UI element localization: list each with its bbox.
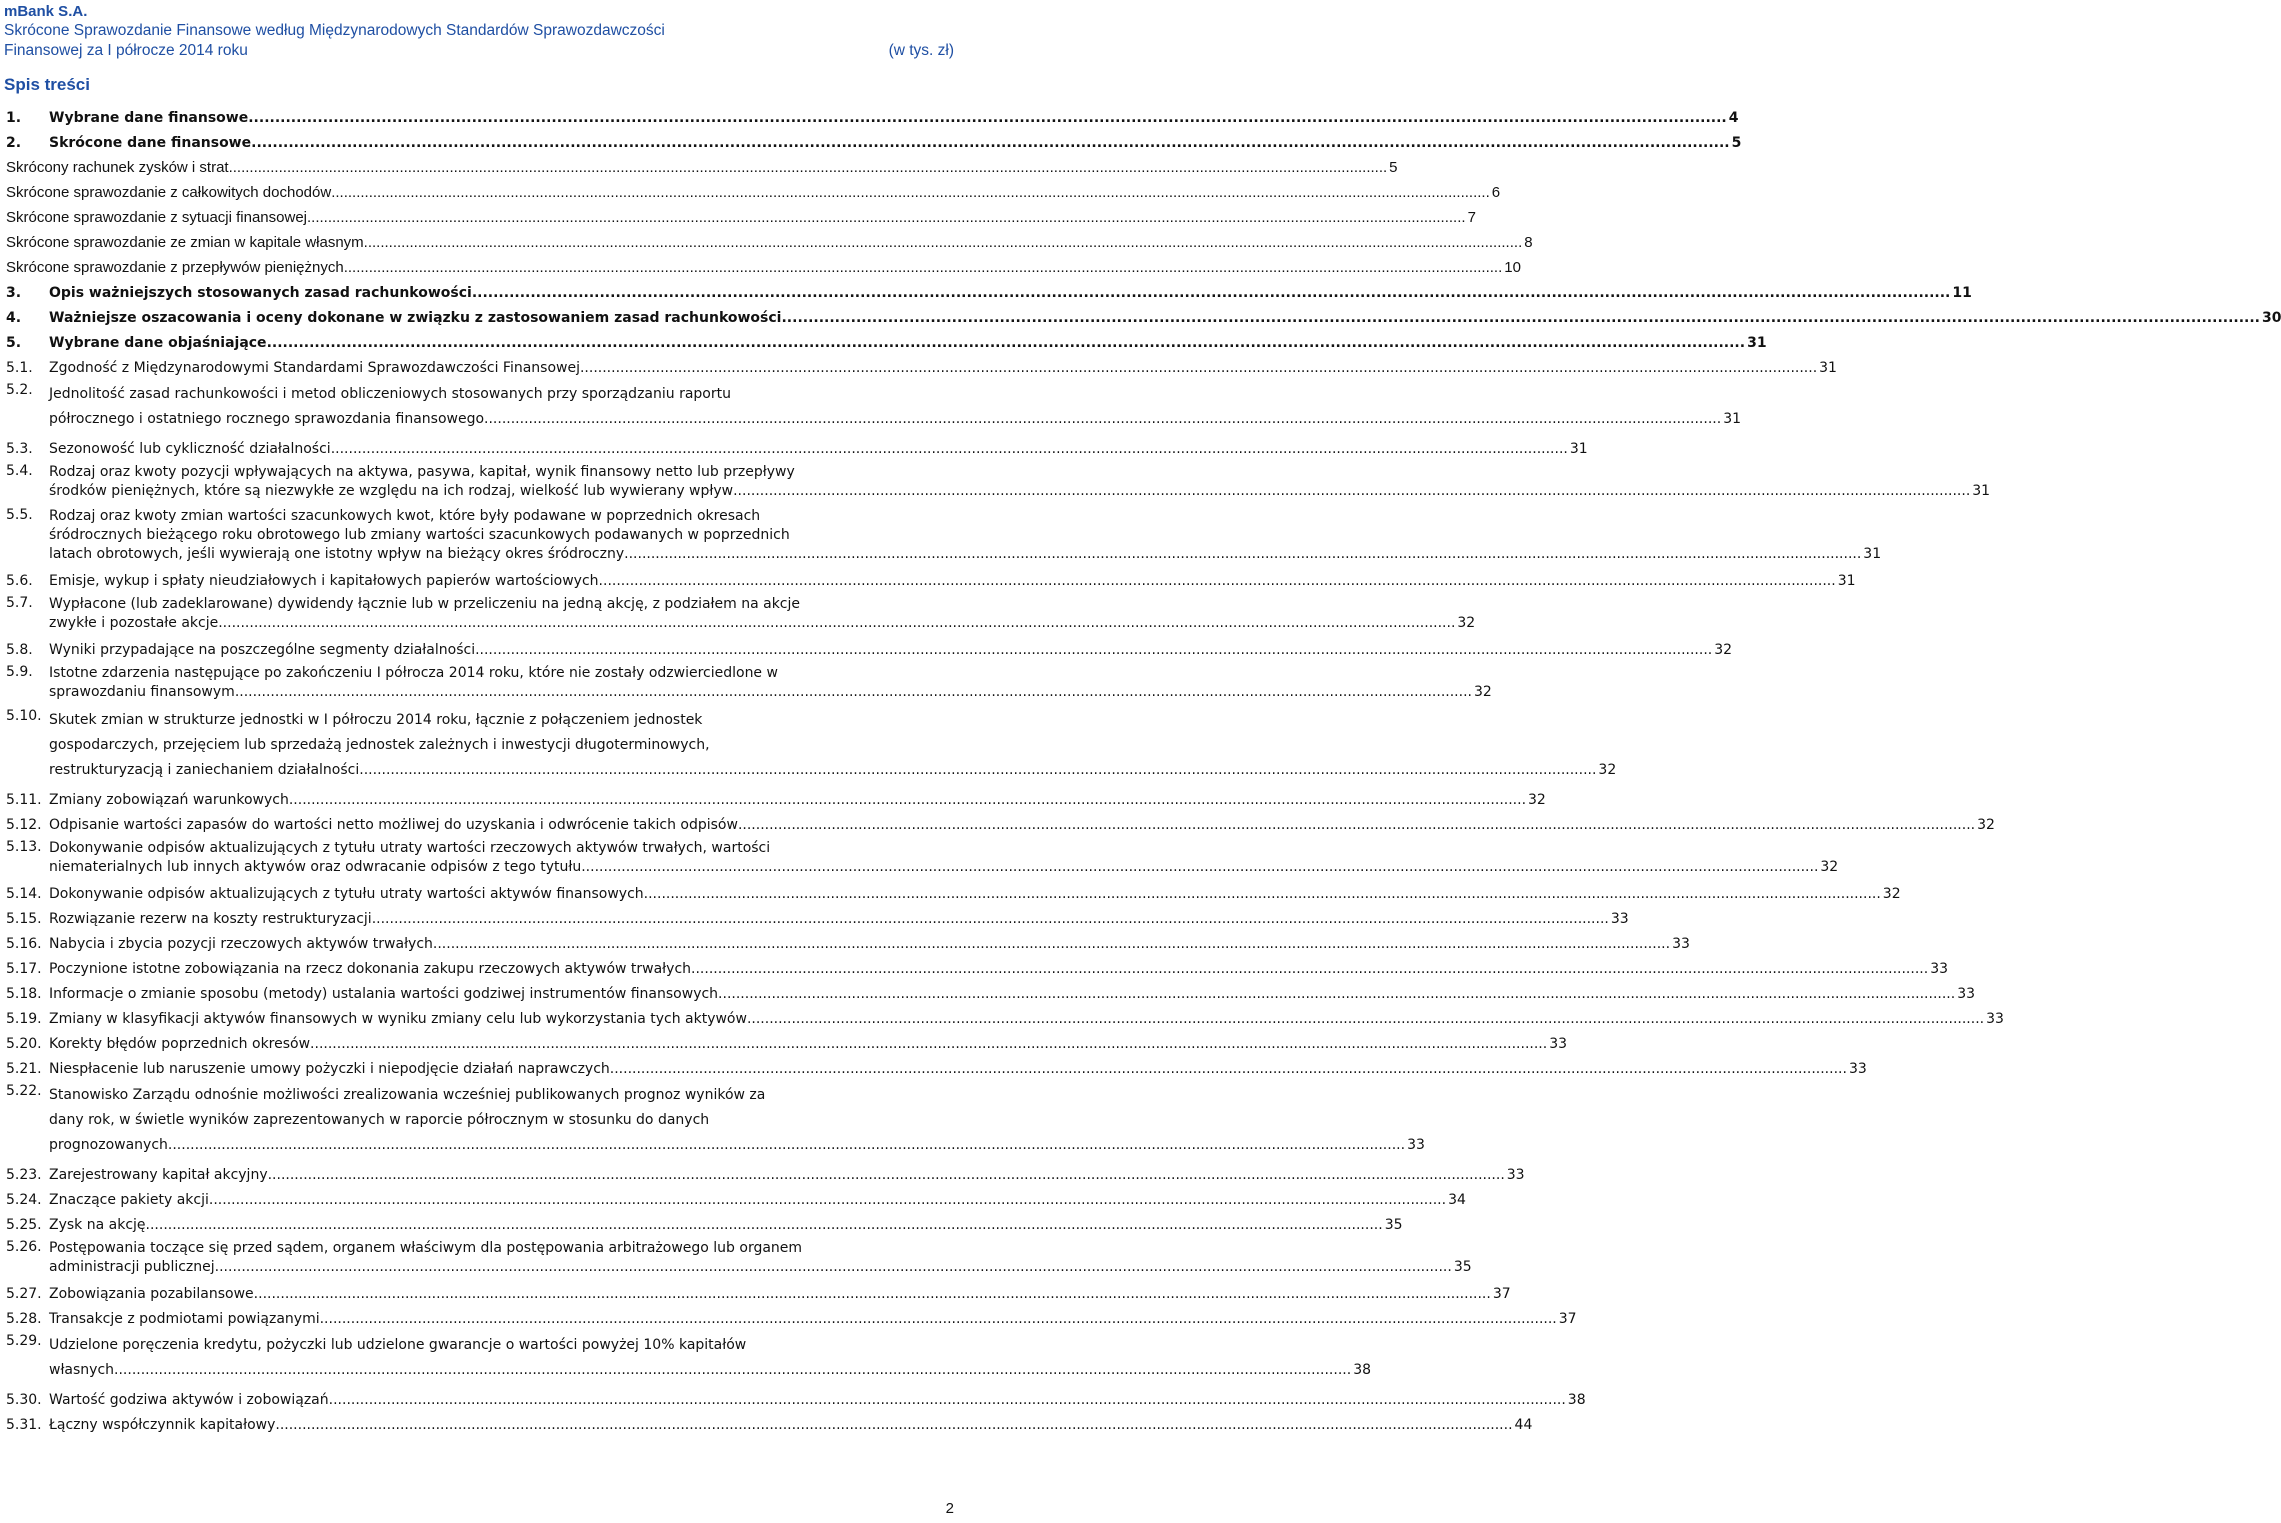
toc-entry-title: Rozwiązanie rezerw na koszty restrukturyzacji: [49, 911, 372, 927]
toc-leader-dots: [267, 335, 1746, 351]
currency-unit: (w tys. zł): [888, 42, 954, 59]
toc-entry-number: 5.15.: [6, 911, 42, 927]
toc-entry-page: 33: [1549, 1036, 1568, 1052]
toc-entry-number: 5.20.: [6, 1036, 42, 1052]
toc-entry-title: Skrócony rachunek zysków i strat: [6, 159, 229, 176]
toc-entry-title: Wybrane dane objaśniające: [49, 335, 267, 351]
toc-entry-page: 32: [1977, 817, 1995, 833]
toc-leader-dots: [320, 1311, 1557, 1327]
toc-leader-dots: [168, 1133, 1405, 1158]
toc-leader-dots: [289, 792, 1526, 808]
toc-entry-number: 5.11.: [6, 792, 42, 808]
toc-entry-number: 5.4.: [6, 463, 33, 479]
toc-entry-title-line: środków pieniężnych, które są niezwykłe ze względu na ich rodzaj, wielkość lub wywierany wpływ: [49, 483, 734, 499]
toc-entry-number: 5.24.: [6, 1192, 42, 1208]
toc-entry-title-line: administracji publicznej: [49, 1259, 215, 1275]
toc-entry-page: 33: [1672, 936, 1690, 952]
toc-leader-dots: [268, 1167, 1505, 1183]
toc-entry-page: 31: [1747, 335, 1767, 351]
toc-leader-dots: [781, 310, 2260, 326]
toc-entry[interactable]: [6, 808, 1995, 833]
toc-entry-page: 31: [1569, 441, 1588, 457]
toc-entry-number: 5.28.: [6, 1311, 42, 1327]
toc-entry-number: 5.30.: [6, 1392, 42, 1408]
toc-entry-last-line: [49, 683, 1492, 702]
toc-entry[interactable]: [6, 977, 1976, 1002]
toc-entry[interactable]: [6, 1077, 1425, 1158]
toc-entry-page: 33: [1986, 1011, 2004, 1027]
company-name: mBank S.A.: [4, 3, 88, 20]
toc-entry[interactable]: [6, 351, 1837, 376]
toc-entry-number: 5.3.: [6, 441, 33, 457]
toc-entry[interactable]: [6, 101, 1739, 126]
toc-entry[interactable]: [6, 952, 1949, 977]
toc-leader-dots: [475, 642, 1712, 658]
toc-entry[interactable]: [6, 276, 1972, 301]
toc-entry-title: Emisje, wykup i spłaty nieudziałowych i kapitałowych papierów wartościowych: [49, 573, 599, 589]
toc-leader-dots: [209, 1192, 1446, 1208]
toc-entry-title-line: Jednolitość zasad rachunkowości i metod obliczeniowych stosowanych przy sporządzaniu raportu: [49, 386, 731, 402]
toc-entry-page: 30: [2262, 310, 2281, 326]
toc-entry-last-line: [49, 1258, 1472, 1277]
toc-entry-page: 33: [1848, 1061, 1867, 1077]
toc-entry-number: 5.5.: [6, 507, 33, 523]
toc-entry-page: 32: [1598, 762, 1617, 778]
toc-entry-page: 37: [1558, 1311, 1577, 1327]
report-title-line1: Skrócone Sprawozdanie Finansowe według Międzynarodowych Standardów Sprawozdawczości: [4, 22, 665, 39]
toc-entry-last-line: [49, 1133, 1425, 1158]
toc-entry-title: Wybrane dane finansowe: [49, 110, 249, 126]
toc-entry-title: Nabycia i zbycia pozycji rzeczowych aktywów trwałych: [49, 936, 433, 952]
toc-entry-number: 5.21.: [6, 1061, 42, 1077]
toc-leader-dots: [114, 1358, 1351, 1383]
toc-entry-number: 5.16.: [6, 936, 42, 952]
toc-entry-title-line: restrukturyzacją i zaniechaniem działalności: [49, 762, 360, 778]
toc-entry[interactable]: [6, 376, 1742, 432]
toc-entry[interactable]: [6, 326, 1767, 351]
toc-entry[interactable]: [6, 1052, 1867, 1077]
toc-entry-title-line: Wypłacone (lub zadeklarowane) dywidendy łącznie lub w przeliczeniu na jedną akcję, z podziałem na akcje: [49, 596, 801, 612]
toc-entry-page: 38: [1567, 1392, 1586, 1408]
toc-entry-number: 4.: [6, 310, 22, 326]
toc-entry-title-line: gospodarczych, przejęciem lub sprzedażą jednostek zależnych i inwestycji długoterminowych,: [49, 737, 710, 753]
toc-entry-last-line: [49, 614, 1475, 633]
toc-entry-number: 5.17.: [6, 961, 42, 977]
toc-entry-body: [49, 1333, 1371, 1383]
toc-entry-page: 6: [1491, 184, 1501, 201]
toc-entry-title: Zobowiązania pozabilansowe: [49, 1286, 254, 1302]
toc-entry-page: 32: [1714, 642, 1733, 658]
toc-entry-title: Znaczące pakiety akcji: [49, 1192, 209, 1208]
toc-entry-title: Odpisanie wartości zapasów do wartości netto możliwej do uzyskania i odwrócenie takich odpisów: [49, 817, 738, 833]
toc-entry-page: 33: [1957, 986, 1976, 1002]
toc-leader-dots: [218, 614, 1455, 633]
toc-entry-title-line: Skutek zmian w strukturze jednostki w I półroczu 2014 roku, łącznie z połączeniem jednostek: [49, 712, 703, 728]
toc-entry-title: Skrócone sprawozdanie z sytuacji finansowej: [6, 209, 307, 226]
page-number: 2: [945, 1500, 954, 1517]
toc-entry-title: Skrócone sprawozdanie ze zmian w kapitale własnym: [6, 234, 364, 251]
toc-entry[interactable]: [6, 1002, 2004, 1027]
toc-leader-dots: [599, 573, 1836, 589]
toc-leader-dots: [329, 1392, 1566, 1408]
toc-entry-body: [49, 507, 1881, 564]
toc-leader-dots: [307, 209, 1466, 226]
toc-entry-number: 5.2.: [6, 382, 33, 398]
toc-leader-dots: [484, 407, 1721, 432]
toc-leader-dots: [691, 961, 1928, 977]
toc-entry-page: 31: [1837, 573, 1856, 589]
toc-entry-title-line: Dokonywanie odpisów aktualizujących z tytułu utraty wartości rzeczowych aktywów trwałych, wartości: [49, 840, 771, 856]
toc-entry-title: Transakcje z podmiotami powiązanymi: [49, 1311, 320, 1327]
toc-leader-dots: [146, 1217, 1383, 1233]
toc-entry[interactable]: [6, 432, 1588, 457]
toc-leader-dots: [331, 184, 1490, 201]
toc-entry-number: 5.6.: [6, 573, 33, 589]
toc-entry-page: 44: [1514, 1417, 1533, 1433]
toc-entry[interactable]: [6, 126, 1742, 151]
toc-entry-number: 5.29.: [6, 1333, 42, 1349]
toc-entry-number: 5.31.: [6, 1417, 42, 1433]
toc-entry-page: 33: [1407, 1137, 1425, 1153]
toc-entry-title: Informacje o zmianie sposobu (metody) ustalania wartości godziwej instrumentów finansowych: [49, 986, 719, 1002]
toc-entry-title-line: półrocznego i ostatniego rocznego sprawozdania finansowego: [49, 411, 485, 427]
toc-entry-page: 35: [1453, 1259, 1472, 1275]
toc-leader-dots: [644, 886, 1881, 902]
toc-entry[interactable]: [6, 783, 1546, 808]
toc-entry[interactable]: [6, 457, 1991, 501]
report-title-line2: Finansowej za I półrocze 2014 roku: [4, 42, 248, 59]
toc-entry[interactable]: [6, 501, 1882, 564]
toc-leader-dots: [251, 135, 1730, 151]
toc-entry-last-line: [49, 407, 1741, 432]
toc-entry-page: 32: [1528, 792, 1546, 808]
toc-entry[interactable]: [6, 301, 2281, 326]
toc-leader-dots: [433, 936, 1670, 952]
toc-entry[interactable]: [6, 1208, 1403, 1233]
toc-entry-body: [49, 1083, 1425, 1158]
toc-entry[interactable]: [6, 927, 1690, 952]
toc-entry[interactable]: [6, 1158, 1525, 1183]
toc-entry-title: Zarejestrowany kapitał akcyjny: [49, 1167, 268, 1183]
toc-entry[interactable]: [6, 833, 1839, 877]
toc-entry-page: 33: [1930, 961, 1949, 977]
toc-entry-last-line: [49, 482, 1990, 501]
toc-entry-title: Zysk na akcję: [49, 1217, 146, 1233]
toc-entry-body: [49, 463, 1990, 501]
toc-entry-number: 5.10.: [6, 708, 42, 724]
toc-entry-page: 33: [1610, 911, 1629, 927]
toc-entry-page: 5: [1731, 135, 1742, 151]
toc-entry-title-line: latach obrotowych, jeśli wywierają one istotny wpływ na bieżący okres śródroczny: [49, 546, 625, 562]
toc-entry-number: 5.13.: [6, 839, 42, 855]
toc-entry-number: 5.19.: [6, 1011, 42, 1027]
toc-leader-dots: [254, 1286, 1491, 1302]
toc-entry[interactable]: [6, 902, 1629, 927]
toc-entry-title-line: własnych: [49, 1362, 115, 1378]
toc-leader-dots: [372, 911, 1609, 927]
toc-entry-page: 7: [1467, 209, 1476, 226]
toc-entry-number: 5.26.: [6, 1239, 42, 1255]
toc-entry-page: 32: [1473, 684, 1492, 700]
toc-entry-body: [49, 382, 1741, 432]
toc-entry-title: Poczynione istotne zobowiązania na rzecz dokonania zakupu rzeczowych aktywów trwałych: [49, 961, 692, 977]
toc-entry[interactable]: [6, 589, 1476, 633]
toc-leader-dots: [624, 545, 1861, 564]
toc-heading: Spis treści: [4, 75, 90, 94]
toc-leader-dots: [610, 1061, 1847, 1077]
toc-entry-last-line: [49, 858, 1838, 877]
toc-entry-title-line: zwykłe i pozostałe akcje: [49, 615, 219, 631]
toc-entry-title: Wartość godziwa aktywów i zobowiązań: [49, 1392, 329, 1408]
toc-leader-dots: [229, 159, 1388, 176]
toc-entry[interactable]: [6, 1027, 1568, 1052]
toc-entry-page: 8: [1524, 234, 1533, 251]
toc-entry[interactable]: [6, 877, 1901, 902]
toc-leader-dots: [275, 1417, 1512, 1433]
toc-entry[interactable]: [6, 226, 1533, 251]
toc-entry[interactable]: [6, 633, 1733, 658]
toc-entry-number: 5.1.: [6, 360, 33, 376]
toc-leader-dots: [235, 683, 1472, 702]
toc-entry-page: 31: [1972, 483, 1991, 499]
toc-entry-title: Opis ważniejszych stosowanych zasad rachunkowości: [49, 285, 472, 301]
toc-leader-dots: [364, 234, 1523, 251]
toc-entry-number: 5.: [6, 335, 22, 351]
toc-entry[interactable]: [6, 1183, 1466, 1208]
toc-entry-title-line: Postępowania toczące się przed sądem, organem właściwym dla postępowania arbitrażowego lub organem: [49, 1240, 803, 1256]
toc-entry-page: 5: [1389, 159, 1398, 176]
toc-entry-title-line: Stanowisko Zarządu odnośnie możliwości zrealizowania wcześniej publikowanych prognoz wyników za: [49, 1087, 766, 1103]
toc-entry-title: Niespłacenie lub naruszenie umowy pożyczki i niepodjęcie działań naprawczych: [49, 1061, 610, 1077]
toc-entry-page: 33: [1506, 1167, 1525, 1183]
toc-entry-number: 5.14.: [6, 886, 42, 902]
toc-entry[interactable]: [6, 151, 1398, 176]
table-of-contents: [6, 101, 2281, 1433]
toc-entry-number: 3.: [6, 285, 22, 301]
toc-entry[interactable]: [6, 1302, 1577, 1327]
toc-leader-dots: [580, 360, 1817, 376]
toc-entry-title: Wyniki przypadające na poszczególne segmenty działalności: [49, 642, 476, 658]
toc-entry[interactable]: [6, 702, 1617, 783]
toc-entry-body: [49, 708, 1616, 783]
toc-entry[interactable]: [6, 1277, 1511, 1302]
toc-leader-dots: [718, 986, 1955, 1002]
toc-entry-title-line: śródrocznych bieżącego roku obrotowego lub zmiany wartości szacunkowych podawanych w poprzednich: [49, 527, 790, 543]
toc-leader-dots: [331, 441, 1568, 457]
toc-entry-page: 32: [1457, 615, 1476, 631]
toc-leader-dots: [738, 817, 1975, 833]
toc-entry-page: 10: [1504, 259, 1521, 276]
toc-entry-page: 35: [1384, 1217, 1403, 1233]
toc-entry[interactable]: [6, 1383, 1586, 1408]
toc-entry-page: 37: [1492, 1286, 1511, 1302]
toc-leader-dots: [310, 1036, 1547, 1052]
toc-entry-title-line: prognozowanych: [49, 1137, 168, 1153]
toc-entry-title: Skrócone sprawozdanie z całkowitych dochodów: [6, 184, 332, 201]
toc-entry-number: 5.7.: [6, 595, 33, 611]
toc-entry-last-line: [49, 1358, 1371, 1383]
toc-entry-title: Korekty błędów poprzednich okresów: [49, 1036, 311, 1052]
toc-entry-body: [49, 595, 1475, 633]
toc-entry-title-line: sprawozdaniu finansowym: [49, 684, 235, 700]
toc-entry-last-line: [49, 545, 1881, 564]
toc-entry-number: 5.8.: [6, 642, 33, 658]
toc-leader-dots: [472, 285, 1951, 301]
toc-leader-dots: [733, 482, 1970, 501]
toc-entry-title-line: Istotne zdarzenia następujące po zakończeniu I półrocza 2014 roku, które nie zostały odzwierciedlone w: [49, 665, 778, 681]
toc-entry[interactable]: [6, 1327, 1372, 1383]
toc-leader-dots: [581, 858, 1818, 877]
toc-entry-title: Skrócone dane finansowe: [49, 135, 252, 151]
toc-entry-number: 1.: [6, 110, 22, 126]
toc-entry-page: 34: [1448, 1192, 1466, 1208]
toc-entry-page: 31: [1819, 360, 1837, 376]
toc-leader-dots: [359, 758, 1596, 783]
toc-entry-number: 5.18.: [6, 986, 42, 1002]
toc-entry-body: [49, 1239, 1472, 1277]
toc-entry-title-line: niematerialnych lub innych aktywów oraz odwracanie odpisów z tego tytułu: [49, 859, 582, 875]
toc-entry-number: 5.22.: [6, 1083, 42, 1099]
toc-entry[interactable]: [6, 251, 1521, 276]
toc-entry-title: Łączny współczynnik kapitałowy: [49, 1417, 276, 1433]
toc-entry[interactable]: [6, 1233, 1472, 1277]
toc-entry[interactable]: [6, 658, 1492, 702]
toc-entry-title: Zgodność z Międzynarodowymi Standardami Sprawozdawczości Finansowej: [49, 360, 580, 376]
toc-entry-last-line: [49, 758, 1616, 783]
toc-entry-page: 32: [1820, 859, 1839, 875]
toc-entry-body: [49, 664, 1492, 702]
toc-entry-page: 38: [1353, 1362, 1372, 1378]
toc-entry-number: 5.9.: [6, 664, 33, 680]
report-title-row: [4, 41, 954, 61]
toc-entry-page: 31: [1723, 411, 1742, 427]
toc-entry-title-line: dany rok, w świetle wyników zaprezentowanych w raporcie półrocznym w stosunku do danych: [49, 1112, 710, 1128]
toc-entry-title: Skrócone sprawozdanie z przepływów pieniężnych: [6, 259, 344, 276]
toc-entry-number: 5.27.: [6, 1286, 42, 1302]
page-header: [4, 2, 954, 61]
toc-entry-title: Zmiany w klasyfikacji aktywów finansowych w wyniku zmiany celu lub wykorzystania tych aktywów: [49, 1011, 747, 1027]
toc-entry-title-line: Udzielone poręczenia kredytu, pożyczki lub udzielone gwarancje o wartości powyżej 10% kapitałów: [49, 1337, 747, 1353]
toc-leader-dots: [215, 1258, 1452, 1277]
toc-leader-dots: [248, 110, 1727, 126]
toc-entry-title: Zmiany zobowiązań warunkowych: [49, 792, 289, 808]
toc-entry-page: 31: [1863, 546, 1882, 562]
toc-entry-title-line: Rodzaj oraz kwoty pozycji wpływających na aktywa, pasywa, kapitał, wynik finansowy netto lub przepływy: [49, 464, 795, 480]
toc-entry-title: Ważniejsze oszacowania i oceny dokonane w związku z zastosowaniem zasad rachunkowości: [49, 310, 782, 326]
toc-entry-title-line: Rodzaj oraz kwoty zmian wartości szacunkowych kwot, które były podawane w poprzednich okresach: [49, 508, 761, 524]
toc-leader-dots: [747, 1011, 1984, 1027]
toc-entry[interactable]: [6, 201, 1476, 226]
toc-entry-page: 4: [1728, 110, 1739, 126]
toc-entry-number: 5.25.: [6, 1217, 42, 1233]
toc-entry-number: 2.: [6, 135, 22, 151]
toc-entry-number: 5.23.: [6, 1167, 42, 1183]
toc-entry-number: 5.12.: [6, 817, 42, 833]
toc-entry-title: Sezonowość lub cykliczność działalności: [49, 441, 331, 457]
toc-entry-page: 11: [1952, 285, 1972, 301]
toc-entry-title: Dokonywanie odpisów aktualizujących z tytułu utraty wartości aktywów finansowych: [49, 886, 644, 902]
toc-entry-page: 32: [1882, 886, 1901, 902]
toc-leader-dots: [344, 259, 1503, 276]
toc-entry[interactable]: [6, 1408, 1533, 1433]
toc-entry[interactable]: [6, 176, 1501, 201]
toc-entry[interactable]: [6, 564, 1856, 589]
toc-entry-body: [49, 839, 1838, 877]
